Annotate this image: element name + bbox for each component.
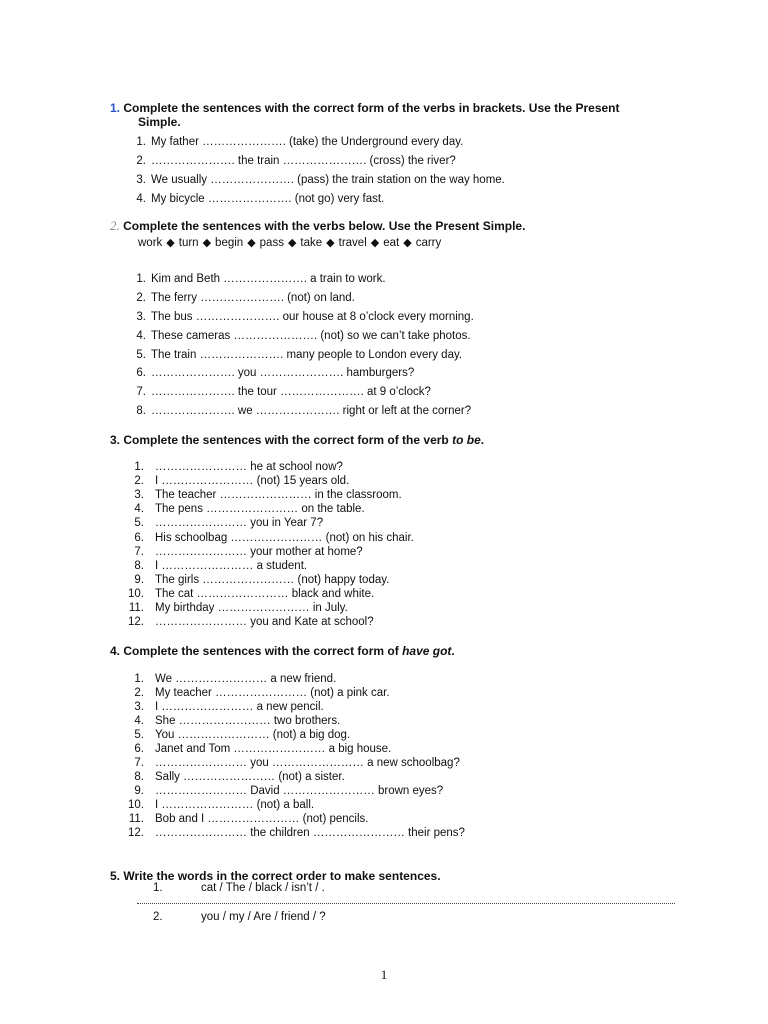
list-item: 8. I …………………… a student. (134, 560, 308, 572)
page-number: 1 (380, 967, 388, 982)
section-1-title: 1. Complete the sentences with the correct form of the verbs in brackets. Use the Present (110, 101, 620, 115)
word-bank: work ◆ turn ◆ begin ◆ pass ◆ take ◆ travel ◆ eat ◆ carry (138, 237, 442, 249)
list-item: 1. My father …………………. (take) the Underground every day. (136, 136, 464, 148)
list-item: 2. My teacher …………………… (not) a pink car. (134, 687, 390, 699)
list-item: 2. …………………. the train …………………. (cross) the river? (136, 155, 456, 167)
section-4-title: 4. Complete the sentences with the correct form of have got. (110, 644, 455, 658)
list-item: 7. …………………. the tour …………………. at 9 o’clock? (136, 386, 431, 398)
list-item: 8. …………………. we …………………. right or left at the corner? (136, 405, 472, 417)
list-item: 6. Janet and Tom …………………… a big house. (134, 743, 392, 755)
list-item: 10. The cat …………………… black and white. (128, 588, 375, 600)
list-item: 6. His schoolbag …………………… (not) on his chair. (134, 532, 414, 544)
section-1-title-continued: Simple. (138, 115, 181, 129)
list-item: 3. I …………………… a new pencil. (134, 701, 324, 713)
list-item: 3. The bus …………………. our house at 8 o’clock every morning. (136, 311, 474, 323)
list-item: 4. These cameras …………………. (not) so we can’t take photos. (136, 330, 471, 342)
list-item: 1. Kim and Beth …………………. a train to work. (136, 273, 386, 285)
list-item: 1. …………………… he at school now? (134, 461, 343, 473)
list-item: 4. My bicycle …………………. (not go) very fast. (136, 193, 385, 205)
list-item: 4. The pens …………………… on the table. (134, 503, 365, 515)
section-5-title: 5. Write the words in the correct order to make sentences. (110, 869, 441, 883)
list-item: 8. Sally …………………… (not) a sister. (134, 771, 345, 783)
section-3-title: 3. Complete the sentences with the correct form of the verb to be. (110, 433, 485, 447)
list-item: 11. My birthday …………………… in July. (128, 602, 348, 614)
list-item: 7. …………………… you …………………… a new schoolbag? (134, 757, 460, 769)
list-item: 3. We usually …………………. (pass) the train station on the way home. (136, 174, 505, 186)
list-item: 5. The train …………………. many people to London every day. (136, 349, 463, 361)
list-item: 3. The teacher …………………… in the classroom. (134, 489, 402, 501)
list-item: 2. I …………………… (not) 15 years old. (134, 475, 350, 487)
worksheet-page: 1. Complete the sentences with the correct form of the verbs in brackets. Use the Present Simple. 1. My father …………………. (take) the Underground every day. 2. …………………. the train …………………. (cross) the river? 3. We usually …………………. (pass) the train station on the way home. 4. My bicycle …………………. (not go) very fast. 2. Complete the sentences with the verbs below. Use the Present Simple. work ◆ turn ◆ begin ◆ pass ◆ take ◆ travel ◆ eat ◆ carry 1. Kim and Beth …………………. a train to work. 2. The ferry …………………. (not) on land. 3. The bus …………………. our house at 8 o’clock every morning. 4. These cameras …………………. (not) so we can’t take photos. 5. The train …………………. many people to London every day. 6. …………………. you …………………. hamburgers? 7. …………………. the tour …………………. at 9 o’clock? 8. …………………. we …………………. right or left at the corner? 3. Complete the sentences with the correct form of the verb to be. 1. …………………… he at school now? 2. I …………………… (not) 15 years old. 3. The teacher …………………… in the classroom. 4. The pens …………………… on the table. 5. …………………… you in Year 7? 6. His schoolbag …………………… (not) on his chair. 7. …………………… your mother at home? 8. I …………………… a student. 9. The girls …………………… (not) happy today. 10. The cat …………………… black and white. 11. My birthday …………………… in July. 12. …………………… you and Kate at school? 4. Complete the sentences with the correct form of have got. 1. We …………………… a new friend. 2. My teacher …………………… (not) a pink car. 3. I …………………… a new pencil. 4. She …………………… two brothers. 5. You …………………… (not) a big dog. 6. Janet and Tom …………………… a big house. 7. …………………… you …………………… a new schoolbag? 8. Sally …………………… (not) a sister. 9. …………………… David …………………… brown eyes? 10. I …………………… (not) a ball. 11. Bob and I …………………… (not) pencils. 12. …………………… the children …………………… their pens? 5. Write the words in the correct order to make sentences. 1. cat / The / black / isn’t / . 2. you / my / Are / friend / ? 1 (0, 0, 768, 1024)
list-item: 12. …………………… the children …………………… their pens? (128, 827, 465, 839)
list-item: 4. She …………………… two brothers. (134, 715, 341, 727)
section-2-title: 2. Complete the sentences with the verbs below. Use the Present Simple. (110, 218, 526, 233)
list-item: 2. The ferry …………………. (not) on land. (136, 292, 355, 304)
list-item: 9. The girls …………………… (not) happy today. (134, 574, 390, 586)
list-item: 12. …………………… you and Kate at school? (128, 616, 374, 628)
list-item: 5. You …………………… (not) a big dog. (134, 729, 351, 741)
list-item: 9. …………………… David …………………… brown eyes? (134, 785, 444, 797)
list-item: 11. Bob and I …………………… (not) pencils. (128, 813, 369, 825)
list-item: 5. …………………… you in Year 7? (134, 517, 324, 529)
list-item: 10. I …………………… (not) a ball. (128, 799, 315, 811)
answer-line (137, 901, 675, 904)
list-item: 1. We …………………… a new friend. (134, 673, 337, 685)
list-item: 6. …………………. you …………………. hamburgers? (136, 367, 415, 379)
list-item: 7. …………………… your mother at home? (134, 546, 363, 558)
